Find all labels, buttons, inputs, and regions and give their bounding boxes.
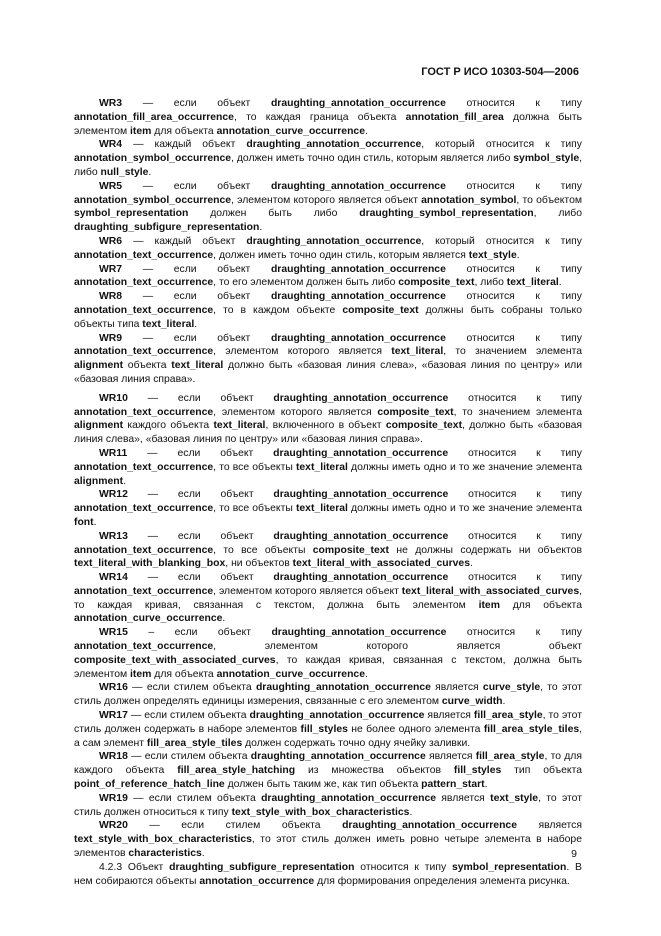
body-text: должен содержать точно одну ячейку заливки.: [242, 737, 471, 749]
entity-name: annotation_symbol: [421, 194, 517, 206]
entity-name: fill_area_style_tiles: [146, 737, 243, 749]
entity-name: alignment: [74, 360, 124, 372]
entity-name: draughting_annotation_occurrence: [270, 291, 446, 303]
body-text: , то все объекты: [213, 503, 296, 515]
body-text: если объект: [173, 291, 271, 303]
rule-separator: —: [127, 489, 178, 501]
entity-name: draughting_annotation_occurrence: [250, 751, 426, 763]
rule-code: WR8: [99, 291, 123, 303]
rule-paragraph: [74, 392, 582, 447]
body-text: .: [222, 613, 226, 625]
rule-code: WR17: [99, 710, 128, 722]
body-text: должно быть «базовая линия слева», «базовая линия по центру» или «базовая линия справа».: [74, 360, 583, 385]
body-text: .: [123, 475, 126, 487]
entity-name: null_style: [100, 166, 149, 178]
entity-name: text_style_with_box_characteristics: [74, 834, 252, 846]
body-text: , элементом которого является объект: [213, 641, 582, 653]
document-body: [74, 97, 582, 888]
entity-name: fill_area_style: [473, 710, 543, 722]
body-text: .: [484, 779, 488, 791]
rule-paragraph: [74, 530, 582, 571]
entity-name: text_style_with_box_characteristics: [231, 806, 410, 818]
entity-name: fill_styles: [300, 723, 348, 735]
entity-name: draughting_annotation_occurrence: [273, 447, 449, 459]
entity-name: draughting_annotation_occurrence: [270, 332, 446, 344]
entity-name: annotation_text_occurrence: [74, 585, 214, 597]
body-text: если объект: [173, 332, 271, 344]
entity-name: annotation_symbol_occurrence: [74, 153, 232, 165]
body-text: из множества объектов: [295, 765, 454, 777]
entity-name: text_style: [468, 249, 517, 261]
rule-separator: —: [127, 392, 178, 404]
body-text: объекта: [123, 360, 172, 372]
body-text: , то все объекты: [213, 544, 313, 556]
rule-code: WR20: [99, 820, 128, 832]
body-text: для объекта: [151, 668, 217, 680]
clause-paragraph: [74, 861, 582, 889]
entity-name: fill_area_style: [475, 751, 545, 763]
entity-name: symbol_style: [513, 153, 580, 165]
body-text: , который относится к типу: [421, 235, 582, 247]
rule-separator: —: [122, 332, 174, 344]
rule-separator: —: [122, 139, 155, 151]
rule-code: WR13: [99, 530, 128, 542]
rule-paragraph: [74, 819, 582, 860]
entity-name: draughting_annotation_occurrence: [270, 263, 446, 275]
entity-name: draughting_annotation_occurrence: [246, 139, 422, 151]
body-text: .: [409, 806, 413, 818]
rule-separator: —: [127, 572, 178, 584]
entity-name: annotation_fill_area_occurrence: [74, 111, 234, 123]
entity-name: text_literal: [506, 277, 559, 289]
body-text: , либо: [74, 153, 582, 178]
body-text: относится к типу: [448, 489, 582, 501]
body-text: , должно быть «базовая линия слева», «базовая линия по центру» или «базовая линия справа».: [74, 420, 583, 446]
body-text: , то все объекты: [213, 461, 296, 473]
rule-paragraph: [74, 488, 582, 529]
rule-separator: —: [127, 792, 149, 804]
entity-name: alignment: [74, 475, 124, 487]
body-text: , должен иметь точно один стиль, которым является: [213, 249, 469, 261]
entity-name: symbol_representation: [451, 861, 567, 873]
body-text: , то значением элемента: [453, 406, 582, 418]
body-text: , то каждая кривая, связанная с текстом, должна быть элементом: [74, 654, 582, 680]
entity-name: draughting_annotation_occurrence: [273, 572, 449, 584]
document-header: ГОСТ Р ИСО 10303-504—2006: [421, 66, 579, 78]
entity-name: font: [74, 516, 94, 528]
rule-code: WR18: [99, 751, 128, 763]
body-text: , то каждая граница объекта: [233, 111, 406, 123]
body-text: каждый объект: [154, 139, 247, 151]
body-text: , то этот стиль должен определять единицы измерения, связанные с его элементом: [74, 682, 582, 708]
entity-name: draughting_annotation_occurrence: [271, 627, 447, 639]
body-text: , то объектом: [516, 194, 582, 206]
body-text: если стилем объекта: [144, 710, 250, 722]
rule-paragraph: [74, 180, 582, 235]
entity-name: item: [478, 599, 500, 611]
entity-name: annotation_text_occurrence: [74, 503, 214, 515]
body-text: , включенного в объект: [265, 420, 386, 432]
rule-paragraph: [74, 332, 582, 387]
body-text: , то его элементом должен быть либо: [213, 277, 399, 289]
entity-name: item: [130, 668, 152, 680]
rule-paragraph: [74, 235, 582, 263]
body-text: относится к типу: [445, 332, 582, 344]
body-text: , то значением элемента: [443, 346, 582, 358]
entity-name: annotation_text_occurrence: [74, 249, 214, 261]
body-text: должен быть либо: [188, 208, 360, 220]
rule-code: WR15: [99, 627, 128, 639]
body-text: , элементом которого является: [213, 346, 392, 358]
body-text: если объект: [177, 489, 274, 501]
entity-name: annotation_curve_occurrence: [74, 613, 223, 625]
entity-name: fill_area_style_hatching: [177, 765, 296, 777]
body-text: если стилем объекта: [148, 792, 262, 804]
rule-code: WR7: [99, 263, 123, 275]
body-text: если объект: [174, 627, 272, 639]
body-text: является: [424, 710, 474, 722]
body-text: относится к типу: [448, 572, 582, 584]
body-text: относится к типу: [448, 447, 582, 459]
rule-paragraph: [74, 138, 582, 179]
rule-separator: —: [127, 710, 145, 722]
entity-name: text_literal_with_associated_curves: [292, 558, 470, 570]
entity-name: annotation_text_occurrence: [74, 406, 214, 418]
body-text: каждого объекта: [123, 420, 214, 432]
rule-separator: —: [127, 682, 147, 694]
body-text: , то в каждом объекте: [213, 304, 343, 316]
body-text: .: [364, 125, 368, 137]
rule-code: WR5: [99, 180, 123, 192]
entity-name: composite_text_with_associated_curves: [74, 654, 276, 666]
rule-separator: —: [122, 235, 155, 247]
entity-name: text_style: [490, 792, 539, 804]
body-text: если объект: [177, 572, 274, 584]
body-text: является: [425, 751, 476, 763]
rule-code: WR12: [99, 489, 128, 501]
entity-name: text_literal: [142, 318, 195, 330]
rule-separator: —: [127, 447, 178, 459]
body-text: должны иметь одно и то же значение элемента: [347, 461, 582, 473]
body-text: , элементом которого является: [213, 406, 378, 418]
body-text: для объекта: [499, 599, 582, 611]
rule-code: WR16: [99, 682, 128, 694]
entity-name: draughting_annotation_occurrence: [342, 820, 517, 832]
body-text: .: [502, 696, 506, 708]
rule-paragraph: [74, 290, 582, 331]
entity-name: text_literal_with_blanking_box: [74, 558, 226, 570]
body-text: если объект: [177, 530, 274, 542]
entity-name: draughting_annotation_occurrence: [273, 489, 449, 501]
entity-name: composite_text: [398, 277, 475, 289]
entity-name: curve_width: [441, 696, 503, 708]
body-text: , либо: [474, 277, 507, 289]
entity-name: curve_style: [482, 682, 541, 694]
entity-name: item: [130, 125, 152, 137]
body-text: является: [430, 682, 483, 694]
rule-separator: —: [122, 180, 174, 192]
entity-name: draughting_annotation_occurrence: [249, 710, 425, 722]
body-text: является: [517, 820, 582, 832]
rule-code: WR4: [99, 139, 123, 151]
entity-name: composite_text: [385, 420, 463, 432]
rule-paragraph: [74, 750, 582, 791]
entity-name: draughting_annotation_occurrence: [273, 530, 449, 542]
body-text: .: [469, 558, 473, 570]
rule-separator: —: [127, 820, 182, 832]
entity-name: composite_text: [342, 304, 419, 316]
rule-code: WR10: [99, 392, 128, 404]
rule-code: WR3: [99, 98, 123, 109]
entity-name: draughting_annotation_occurrence: [255, 682, 431, 694]
entity-name: draughting_subfigure_representation: [169, 861, 355, 873]
body-text: тип объекта: [501, 765, 582, 777]
rule-code: WR11: [99, 447, 128, 459]
body-text: относится к типу: [445, 98, 582, 109]
entity-name: annotation_text_occurrence: [74, 641, 214, 653]
body-text: .: [516, 249, 520, 261]
body-text: относится к типу: [448, 392, 582, 404]
body-text: должны быть собраны только объекты типа: [74, 304, 583, 330]
body-text: .: [259, 222, 263, 234]
entity-name: composite_text: [312, 544, 389, 556]
rule-separator: —: [122, 263, 174, 275]
rule-paragraph: [74, 792, 582, 820]
entity-name: annotation_text_occurrence: [74, 544, 214, 556]
entity-name: draughting_symbol_representation: [359, 208, 534, 220]
rule-paragraph: [74, 709, 582, 750]
body-text: относится к типу: [446, 627, 582, 639]
rule-code: WR14: [99, 572, 128, 584]
entity-name: fill_styles: [453, 765, 502, 777]
body-text: для объекта: [151, 125, 217, 137]
body-text: , то этот стиль должен содержать в наборе элементов: [74, 710, 582, 735]
body-text: должен быть таким же, как тип объекта: [224, 779, 422, 791]
body-text: относится к типу: [354, 861, 452, 873]
body-text: каждый объект: [154, 235, 247, 247]
page-number: 9: [571, 848, 577, 860]
body-text: .: [201, 848, 205, 860]
entity-name: alignment: [74, 420, 124, 432]
entity-name: draughting_subfigure_representation: [74, 222, 260, 234]
entity-name: draughting_annotation_occurrence: [246, 235, 422, 247]
rule-paragraph: [74, 571, 582, 626]
rule-paragraph: [74, 626, 582, 681]
body-text: , то каждая кривая, связанная с текстом, должна быть элементом: [74, 585, 582, 611]
entity-name: annotation_text_occurrence: [74, 346, 214, 358]
entity-name: annotation_fill_area: [405, 111, 504, 123]
rule-paragraph: [74, 97, 582, 138]
entity-name: annotation_curve_occurrence: [216, 668, 365, 680]
rule-separator: —: [127, 751, 145, 763]
body-text: относится к типу: [448, 530, 582, 542]
entity-name: annotation_text_occurrence: [74, 277, 214, 289]
body-text: если стилем объекта: [144, 751, 251, 763]
rule-paragraph: [74, 263, 582, 291]
body-text: относится к типу: [445, 291, 582, 303]
entity-name: annotation_text_occurrence: [74, 304, 214, 316]
entity-name: annotation_text_occurrence: [74, 461, 214, 473]
entity-name: draughting_annotation_occurrence: [273, 392, 449, 404]
entity-name: text_literal_with_associated_curves: [401, 585, 580, 597]
rule-paragraph: [74, 681, 582, 709]
body-text: , ни объектов: [225, 558, 293, 570]
body-text: относится к типу: [445, 180, 582, 192]
rule-paragraph: [74, 447, 582, 488]
body-text: , то этот стиль должен относиться к типу: [74, 792, 582, 818]
entity-name: annotation_occurrence: [199, 875, 315, 887]
entity-name: text_literal: [295, 503, 348, 515]
rule-separator: —: [122, 98, 174, 109]
body-text: если объект: [173, 180, 271, 192]
body-text: , элементом которого является объект: [213, 585, 402, 597]
body-text: если стилем объекта: [181, 820, 343, 832]
entity-name: text_literal: [213, 420, 266, 432]
entity-name: text_literal: [171, 360, 224, 372]
body-text: если объект: [173, 263, 271, 275]
body-text: .: [364, 668, 368, 680]
entity-name: annotation_symbol_occurrence: [74, 194, 232, 206]
entity-name: text_literal: [295, 461, 348, 473]
rule-code: WR6: [99, 235, 123, 247]
body-text: если стилем объекта: [146, 682, 256, 694]
entity-name: text_literal: [391, 346, 444, 358]
entity-name: draughting_annotation_occurrence: [270, 180, 446, 192]
entity-name: draughting_annotation_occurrence: [270, 98, 446, 109]
body-text: 4.2.3 Объект: [99, 861, 170, 873]
body-text: . В нем собираются объекты: [74, 861, 582, 887]
body-text: не должны содержать ни объектов: [389, 544, 583, 556]
body-text: относится к типу: [445, 263, 582, 275]
body-text: если объект: [173, 98, 271, 109]
body-text: .: [148, 166, 152, 178]
body-text: .: [558, 277, 562, 289]
entity-name: composite_text: [377, 406, 454, 418]
entity-name: fill_area_style_tiles: [483, 723, 580, 735]
rule-code: WR9: [99, 332, 123, 344]
body-text: .: [194, 318, 198, 330]
body-text: если объект: [177, 447, 274, 459]
rule-code: WR19: [99, 792, 128, 804]
entity-name: annotation_curve_occurrence: [216, 125, 365, 137]
body-text: должны иметь одно и то же значение элемента: [347, 503, 582, 515]
body-text: , то для каждого объекта: [74, 751, 582, 777]
body-text: , который относится к типу: [421, 139, 582, 151]
body-text: является: [436, 792, 491, 804]
body-text: , а сам элемент: [74, 723, 583, 749]
rule-separator: —: [122, 291, 174, 303]
body-text: для формирования определения элемента рисунка.: [314, 875, 570, 887]
entity-name: point_of_reference_hatch_line: [74, 779, 225, 791]
entity-name: pattern_start: [421, 779, 485, 791]
body-text: , должен иметь точно один стиль, которым является либо: [231, 153, 514, 165]
body-text: , либо: [533, 208, 582, 220]
body-text: должна быть элементом: [74, 111, 583, 137]
entity-name: characteristics: [128, 848, 202, 860]
rule-separator: —: [127, 530, 178, 542]
entity-name: draughting_annotation_occurrence: [261, 792, 437, 804]
body-text: не более одного элемента: [347, 723, 484, 735]
rule-separator: –: [127, 627, 175, 639]
body-text: если объект: [177, 392, 274, 404]
body-text: .: [93, 516, 97, 528]
entity-name: symbol_representation: [74, 208, 189, 220]
body-text: , то этот стиль должен иметь ровно четыре элемента в наборе элементов: [74, 834, 582, 860]
body-text: , элементом которого является объект: [231, 194, 422, 206]
